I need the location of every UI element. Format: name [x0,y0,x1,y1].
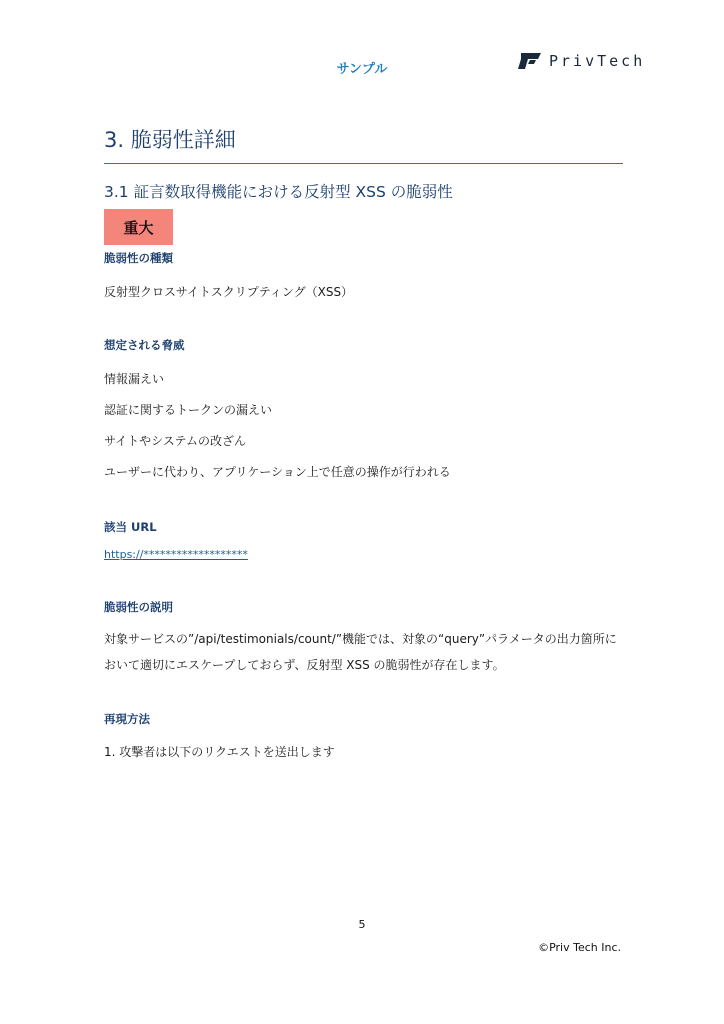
threats-label: 想定される脅威 [104,338,185,352]
repro-step: 1. 攻撃者は以下のリクエストを送出します [104,745,335,759]
description-line: おいて適切にエスケープしておらず、反射型 XSS の脆弱性が存在します。 [104,658,505,672]
section-divider [104,163,623,164]
header-sample-label: サンプル [336,62,388,77]
description-label: 脆弱性の説明 [104,600,173,614]
logo-wordmark: PrivTech [549,52,646,70]
vuln-type-value: 反射型クロスサイトスクリプティング（XSS） [104,285,354,299]
threat-item: サイトやシステムの改ざん [104,434,246,448]
url-label: 該当 URL [104,520,157,534]
threat-item: 情報漏えい [104,372,165,386]
repro-label: 再現方法 [104,712,150,726]
vuln-type-label: 脆弱性の種類 [104,251,173,265]
company-logo [517,52,645,70]
section-title: 3. 脆弱性詳細 [104,128,236,152]
subsection-title: 3.1 証言数取得機能における反射型 XSS の脆弱性 [104,183,453,201]
page-number: 5 [358,918,366,931]
affected-url-link[interactable]: https://******************* [104,548,248,561]
threat-item: ユーザーに代わり、アプリケーション上で任意の操作が行われる [104,465,451,479]
privtech-logo-mark-icon [517,52,543,70]
threat-item: 認証に関するトークンの漏えい [104,403,273,417]
description-line: 対象サービスの”/api/testimonials/count/”機能では、対象の“query”パラメータの出力箇所に [104,632,617,646]
copyright: ©Priv Tech Inc. [538,941,621,954]
severity-badge: 重大 [104,209,173,245]
